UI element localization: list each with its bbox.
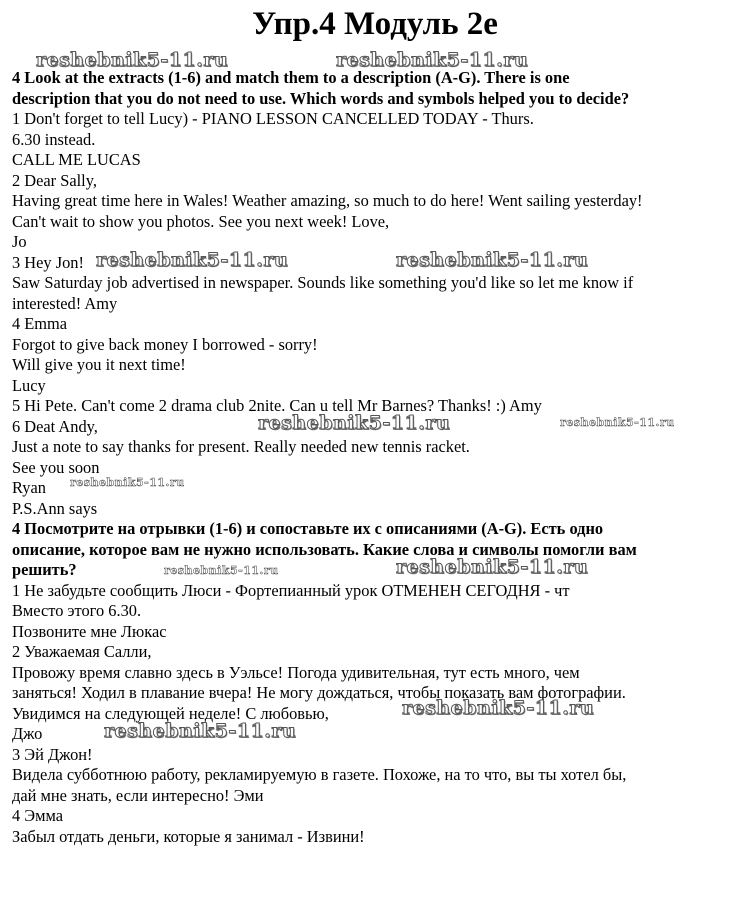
watermark: reshebnik5-11.ru [96,249,289,271]
extract-6-line-3: See you soon [12,457,100,477]
extract-3-line-1: 3 Hey Jon! [12,252,84,272]
watermark: reshebnik5-11.ru [336,49,529,71]
task-instruction-ru-line-1: 4 Посмотрите на отрывки (1-6) и сопоставьте их с описаниями (A-G). Есть одно [12,519,604,538]
extract-6-line-5: P.S.Ann says [12,498,98,518]
task-instruction-en-line-1: 4 Look at the extracts (1-6) and match them to a description (A-G). There is one [12,68,570,87]
translation-1-line-2: Вместо этого 6.30. [12,601,142,620]
watermark: reshebnik5-11.ru [104,720,297,742]
extract-2-line-3: Can't wait to show you photos. See you next week! Love, [12,211,390,231]
translation-3-line-2: Видела субботнюю работу, рекламируемую в газете. Похоже, на то что, вы ты хотел бы, [12,765,627,784]
extract-4-line-4: Lucy [12,375,46,395]
translation-2-line-4: Увидимся на следующей неделе! С любовью, [12,703,329,723]
extract-6-line-2: Just a note to say thanks for present. Really needed new tennis racket. [12,437,470,456]
watermark: reshebnik5-11.ru [70,476,185,489]
watermark: reshebnik5-11.ru [164,564,279,577]
extract-6-line-4: Ryan [12,478,46,497]
translation-3-line-3: дай мне знать, если интересно! Эми [12,785,264,805]
extract-4-line-1: 4 Emma [12,314,68,333]
watermark: reshebnik5-11.ru [258,412,451,434]
extract-3-line-2: Saw Saturday job advertised in newspaper. Sounds like something you'd like so let me know if [12,273,634,292]
extract-2-line-2: Having great time here in Wales! Weather amazing, so much to do here! Went sailing yesterday! [12,191,643,210]
watermark: reshebnik5-11.ru [560,416,675,429]
translation-2-line-2: Провожу время славно здесь в Уэльсе! Погода удивительная, тут есть много, чем [12,662,580,682]
translation-2-line-1: 2 Уважаемая Салли, [12,642,152,661]
extract-6-line-1: 6 Deat Andy, [12,416,98,436]
extract-2-line-4: Jo [12,232,27,251]
translation-1-line-1: 1 Не забудьте сообщить Люси - Фортепианный урок ОТМЕНЕН СЕГОДНЯ - чт [12,580,570,600]
task-instruction-ru-line-2: описание, которое вам не нужно использовать. Какие слова и символы помогли вам [12,539,637,559]
translation-4-line-2: Забыл отдать деньги, которые я занимал - Извини! [12,826,365,846]
watermark: reshebnik5-11.ru [36,49,229,71]
translation-4-line-1: 4 Эмма [12,806,64,825]
extract-4-line-3: Will give you it next time! [12,355,186,374]
translation-3-line-1: 3 Эй Джон! [12,744,93,764]
extract-1-line-2: 6.30 instead. [12,129,96,149]
extract-2-line-1: 2 Dear Sally, [12,170,97,190]
translation-1-line-3: Позвоните мне Люкас [12,621,167,641]
extract-1-line-1: 1 Don't forget to tell Lucy) - PIANO LESSON CANCELLED TODAY - Thurs. [12,109,534,128]
task-instruction-ru-line-3: решить? [12,560,77,579]
extract-5-line-1: 5 Hi Pete. Can't come 2 drama club 2nite. Can u tell Mr Barnes? Thanks! :) Amy [12,396,542,415]
extract-3-line-3: interested! Amy [12,293,118,313]
extract-4-line-2: Forgot to give back money I borrowed - sorry! [12,334,318,354]
extract-1-line-3: CALL ME LUCAS [12,150,141,169]
watermark: reshebnik5-11.ru [396,249,589,271]
watermark: reshebnik5-11.ru [396,556,589,578]
task-instruction-en-line-2: description that you do not need to use. Which words and symbols helped you to decide? [12,88,630,108]
page-title: Упр.4 Модуль 2е [252,6,498,42]
translation-2-line-3: заняться! Ходил в плавание вчера! Не могу дождаться, чтобы показать вам фотографии. [12,683,626,702]
translation-2-line-5: Джо [12,724,43,743]
watermark: reshebnik5-11.ru [402,697,595,719]
